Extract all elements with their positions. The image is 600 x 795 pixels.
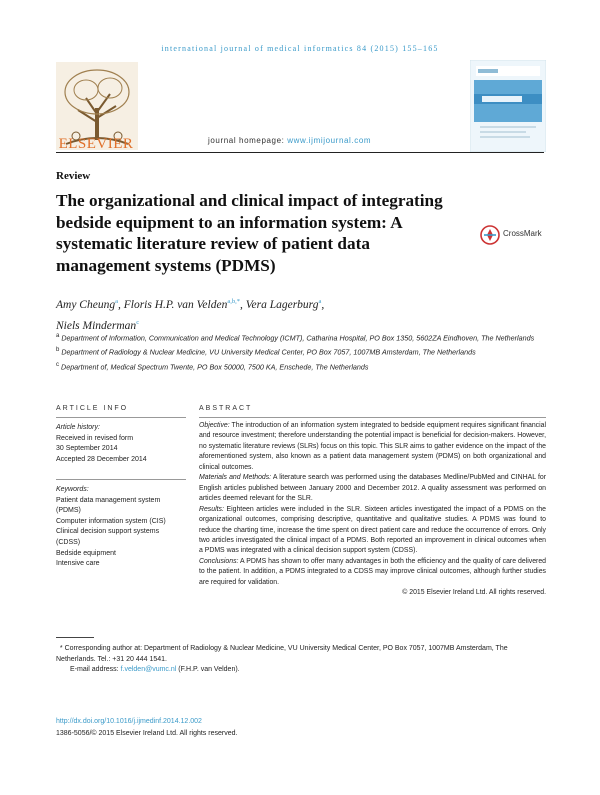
- keyword-item: Computer information system (CIS): [56, 517, 166, 525]
- crossmark-badge[interactable]: [480, 225, 550, 245]
- author-name[interactable]: Niels Minderman: [56, 319, 137, 332]
- conclusions-label: Conclusions:: [199, 557, 239, 565]
- doi-block: [56, 716, 237, 740]
- keywords-divider: [56, 479, 186, 480]
- header-divider: [56, 152, 544, 153]
- objective-text: The introduction of an information system integrated to bedside equipment requires significant financial and resource investment; therefore understanding the potential impact is beneficial for decision-makers. However, no systematic literature reviews (SLRs) focus on this topic. This SLR aims to gather evidence on the impact of the aforementioned system, also known as a patient data management system (PDMS) on both organizational and clinical outcomes.: [199, 422, 546, 471]
- conclusions-text: A PDMS has shown to offer many advantages in both the efficiency and the quality of care delivered to the patient. In addition, a PDMS integrated to a CDSS may improve clinical outcomes, although further studies are required for validation.: [199, 557, 546, 586]
- history-line: Accepted 28 December 2014: [56, 455, 147, 463]
- email-link[interactable]: f.velden@vumc.nl: [120, 666, 177, 673]
- objective-label: Objective:: [199, 422, 230, 429]
- author-affil-mark: c: [136, 318, 140, 326]
- results-label: Results:: [199, 505, 224, 513]
- history-label: Article history:: [56, 424, 100, 431]
- affiliations: [56, 330, 536, 373]
- author-affil-mark: a: [318, 298, 322, 305]
- abstract-conclusions: [199, 557, 546, 588]
- footnote-divider: [56, 637, 94, 638]
- history-line: 30 September 2014: [56, 445, 118, 453]
- homepage-link[interactable]: www.ijmijournal.com: [287, 136, 372, 145]
- affiliation-item: [56, 359, 536, 373]
- homepage-label: journal homepage:: [208, 136, 288, 145]
- article-history: [56, 423, 186, 465]
- journal-citation: international journal of medical informatics 84 (2015) 155–165: [161, 44, 439, 53]
- article-info-divider: [56, 417, 186, 418]
- corresponding-author-note: [56, 644, 546, 665]
- abstract-methods: [199, 473, 546, 504]
- results-text: Eighteen articles were included in the SLR. Sixteen articles investigated the impact of a PDMS on the organizational outcomes, comprising descriptive, quantitative and qualitative studies. A PDMS was found to reduce the charting time, increase the time spent on direct patient care and reduce the occurrence of errors. Only two articles investigated the clinical impact of a PDMS. Both reported an improvement in clinical outcomes when a PDMS was integrated with a clinical decision support system (CDSS).: [199, 505, 546, 555]
- affiliation-text: Department of Information, Communication and Medical Technology (ICMT), Catharina Hospital, PO Box 1350, 5602ZA Eindhoven, The Netherlands: [61, 333, 535, 343]
- section-label: Review: [56, 170, 91, 182]
- affiliation-item: [56, 330, 536, 344]
- keyword-item: (PDMS): [56, 507, 81, 515]
- affiliation-text: Department of, Medical Spectrum Twente, PO Box 50000, 7500 KA, Enschede, The Netherlands: [61, 362, 369, 372]
- author-affil-mark: a: [115, 298, 118, 305]
- article-info-heading: ARTICLE INFO: [56, 405, 129, 412]
- methods-label: Materials and Methods:: [199, 474, 272, 482]
- abstract-results: [199, 505, 546, 557]
- affiliation-item: [56, 344, 536, 358]
- email-label: E-mail address:: [70, 666, 121, 673]
- affiliation-mark: b: [56, 347, 60, 354]
- keywords-label: Keywords:: [56, 486, 89, 493]
- article-title: The organizational and clinical impact of integrating bedside equipment to an information system: A systematic literature review of patient data management systems (PDMS): [56, 191, 443, 275]
- journal-homepage: [208, 136, 371, 145]
- keyword-item: (CDSS): [56, 538, 81, 546]
- keyword-item: Bedside equipment: [56, 549, 116, 557]
- doi-link[interactable]: http://dx.doi.org/10.1016/j.ijmedinf.2014.12.002: [56, 718, 202, 725]
- crossmark-icon: [480, 225, 500, 245]
- journal-cover-image: [470, 60, 546, 152]
- abstract-divider: [199, 417, 546, 418]
- affiliation-mark: c: [56, 361, 59, 368]
- email-note: [56, 665, 546, 676]
- keyword-item: Intensive care: [56, 560, 100, 568]
- keyword-item: Patient data management system: [56, 496, 161, 504]
- corresponding-text: Corresponding author at: Department of Radiology & Nuclear Medicine, VU University Medical Center, PO Box 7057, 1007MB Amsterdam, The Netherlands. Tel.: +31 20 444 1541.: [56, 645, 508, 663]
- author-name[interactable]: Amy Cheung: [56, 298, 116, 311]
- crossmark-label: CrossMark: [503, 229, 542, 238]
- keyword-item: Clinical decision support systems: [56, 528, 160, 536]
- publisher-name: ELSEVIER: [58, 136, 134, 152]
- affiliation-text: Department of Radiology & Nuclear Medicine, VU University Medical Center, PO Box 7057, 1007MB Amsterdam, The Netherlands: [61, 347, 476, 357]
- email-suffix: (F.H.P. van Velden).: [176, 666, 240, 673]
- abstract-objective: [199, 421, 546, 473]
- issn-copyright: 1386-5056/© 2015 Elsevier Ireland Ltd. All rights reserved.: [56, 730, 238, 737]
- author-list: Amy Cheung$^a$, Floris H.P. van Velden$^{a,b,*}$, Vera Lagerburg$^a$, Niels Minderman$^c$: [56, 298, 325, 332]
- author-affil-mark: a,b,*: [227, 298, 240, 305]
- abstract-copyright: © 2015 Elsevier Ireland Ltd. All rights reserved.: [402, 589, 546, 597]
- footnotes: [56, 644, 546, 676]
- methods-text: A literature search was performed using the databases Medline/PubMed and CINHAL for English articles published between January 2000 and December 2012. A quality assessment was performed on articles deemed relevant for the SLR.: [199, 474, 546, 503]
- affiliation-mark: a: [56, 333, 60, 339]
- abstract-body: [199, 421, 546, 599]
- history-line: Received in revised form: [56, 434, 134, 442]
- author-name[interactable]: Vera Lagerburg: [245, 298, 319, 311]
- corresponding-mark: *: [59, 645, 63, 652]
- author-name[interactable]: Floris H.P. van Velden: [123, 298, 228, 311]
- keywords-list: [56, 485, 191, 570]
- abstract-heading: ABSTRACT: [199, 405, 253, 412]
